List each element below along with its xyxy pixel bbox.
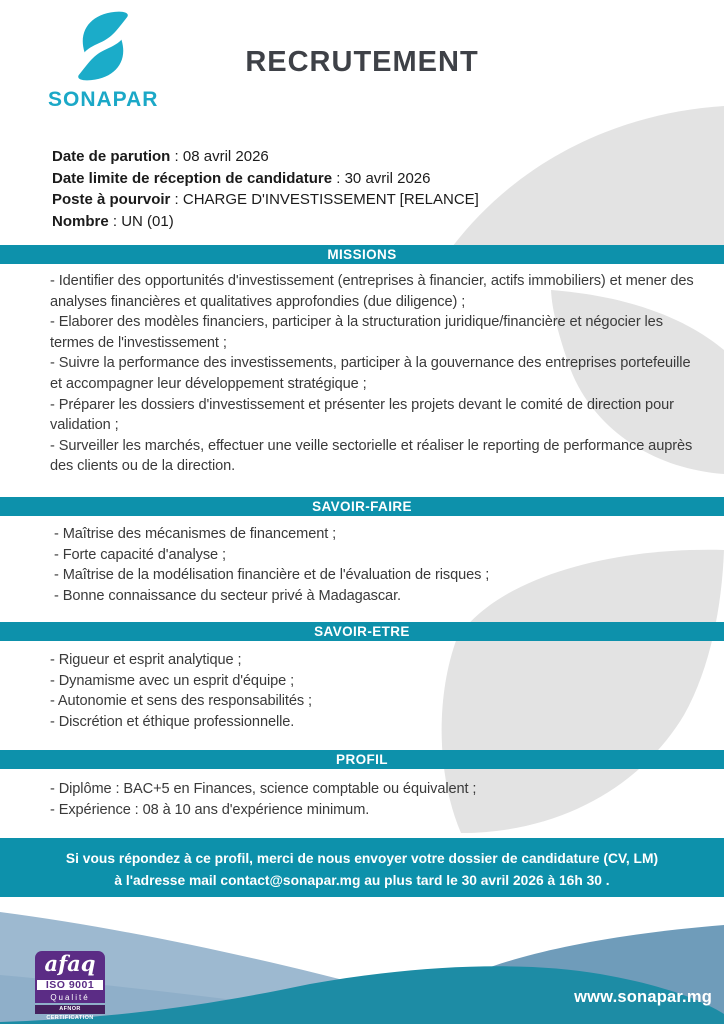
info-value: CHARGE D'INVESTISSEMENT [RELANCE] <box>182 191 479 209</box>
info-separator: : <box>332 169 345 187</box>
list-item: - Elaborer des modèles financiers, participer à la structuration juridique/financière et négocier les termes de l'investissement ; <box>50 314 663 351</box>
section-banner-savoir-etre: SAVOIR-ETRE <box>0 622 724 641</box>
info-value: 08 avril 2026 <box>182 148 269 165</box>
info-value: UN (01) <box>121 212 174 230</box>
list-item: - Dynamisme avec un esprit d'équipe ; <box>50 672 295 689</box>
page-title: RECRUTEMENT <box>245 46 479 78</box>
afaq-org: AFNOR CERTIFICATION <box>35 1005 105 1014</box>
vacancy-info <box>52 146 479 232</box>
info-separator: : <box>108 212 122 230</box>
application-instructions <box>0 838 724 897</box>
info-label: Date limite de réception de candidature <box>52 169 333 187</box>
afaq-brand: afaq <box>35 951 105 978</box>
afaq-quality: Qualité <box>35 992 105 1003</box>
section-banner-profil: PROFIL <box>0 750 724 769</box>
application-line-1: Si vous répondez à ce profil, merci de nous envoyer votre dossier de candidature (CV, LM) <box>65 851 659 866</box>
profil-list <box>50 779 670 820</box>
company-name: SONAPAR <box>48 88 159 111</box>
section-banner-missions: MISSIONS <box>0 245 724 264</box>
vacancy-info-line <box>52 168 479 190</box>
info-label: Date de parution <box>52 148 171 165</box>
vacancy-info-line <box>52 189 479 211</box>
list-item: - Forte capacité d'analyse ; <box>54 546 226 563</box>
list-item: - Surveiller les marchés, effectuer une veille sectorielle et réaliser le reporting de performance auprès des clients ou de la direction. <box>50 437 693 475</box>
vacancy-info-line <box>52 146 479 168</box>
info-separator: : <box>170 148 183 165</box>
list-item: - Préparer les dossiers d'investissement et présenter les projets devant le comité de direction pour validation ; <box>50 396 674 434</box>
list-item: - Bonne connaissance du secteur privé à Madagascar. <box>54 587 401 604</box>
list-item: - Autonomie et sens des responsabilités ; <box>50 693 312 710</box>
missions-list <box>50 271 694 477</box>
list-item: - Suivre la performance des investissements, participer à la gouvernance des entreprises portefeuille et accompagner leur développement stratégique ; <box>50 355 691 392</box>
list-item: - Discrétion et éthique professionnelle. <box>50 713 295 730</box>
section-banner-savoir-faire: SAVOIR-FAIRE <box>0 497 724 516</box>
afaq-certification-badge <box>35 951 105 1021</box>
list-item: - Expérience : 08 à 10 ans d'expérience minimum. <box>50 801 370 818</box>
website-url: www.sonapar.mg <box>574 988 712 1006</box>
afaq-standard: ISO 9001 <box>35 978 105 992</box>
list-item: - Identifier des opportunités d'investissement (entreprises à financier, actifs immobiliers) et mener des analyses financières et qualitatives approfondies (due diligence) ; <box>50 273 694 310</box>
info-label: Nombre <box>52 212 109 230</box>
savoir-etre-list <box>50 650 670 732</box>
list-item: - Maîtrise des mécanismes de financement ; <box>54 526 337 542</box>
application-line-2: à l'adresse mail contact@sonapar.mg au plus tard le 30 avril 2026 à 16h 30 . <box>114 872 610 888</box>
list-item: - Rigueur et esprit analytique ; <box>50 652 242 668</box>
info-value: 30 avril 2026 <box>344 169 431 187</box>
list-item: - Maîtrise de la modélisation financière et de l'évaluation de risques ; <box>54 567 490 584</box>
info-label: Poste à pourvoir <box>52 191 171 209</box>
list-item: - Diplôme : BAC+5 en Finances, science comptable ou équivalent ; <box>50 781 477 797</box>
savoir-faire-list <box>54 524 674 606</box>
vacancy-info-line <box>52 211 479 233</box>
info-separator: : <box>170 191 183 209</box>
